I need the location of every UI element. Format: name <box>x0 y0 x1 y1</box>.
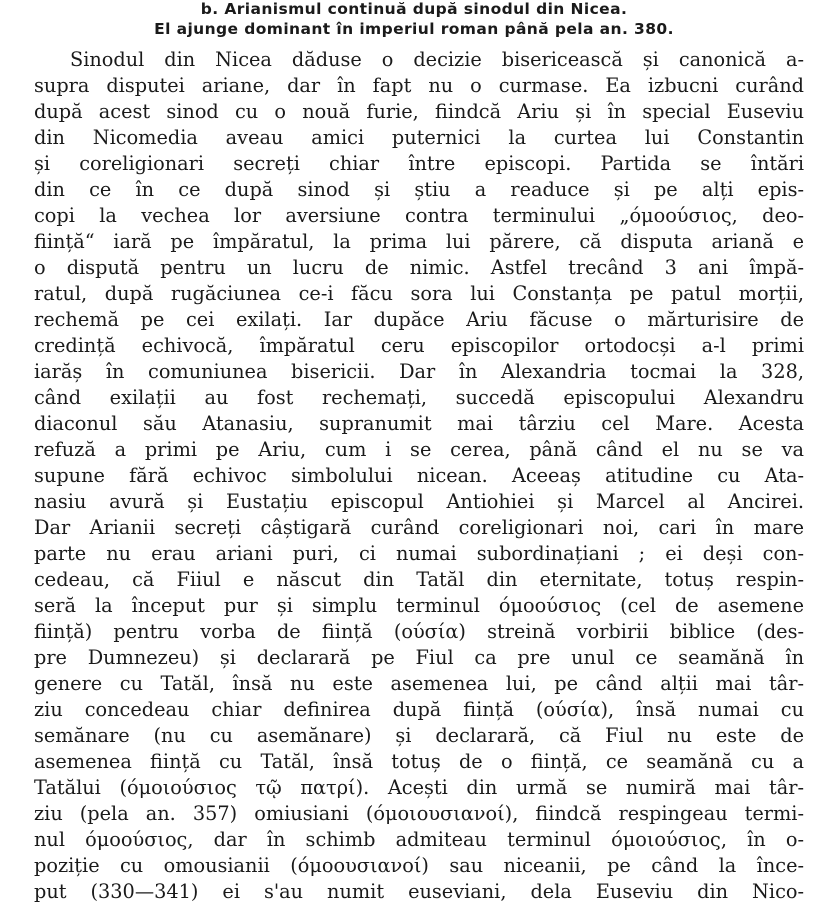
text-line: ființă) pentru vorba de ființă (ούσία) streină vorbirii biblice (des- <box>34 620 804 643</box>
text-line: ziu (pela an. 357) omiusiani (όμοιουσιανοί), fiindcă respingeau termi- <box>34 802 804 825</box>
section-heading-line-1: b. Arianismul continuă după sinodul din Nicea. <box>200 0 628 18</box>
text-line: supune fără echivoc simbolului nicean. Aceeaș atitudine cu Ata- <box>34 464 804 487</box>
text-line: ființă“ iară pe împăratul, la prima lui părere, că disputa ariană e <box>34 230 804 253</box>
text-line: nul όμοούσιος, dar în schimb admiteau terminul όμοιούσιος, în o- <box>34 828 804 851</box>
text-line: pre Dumnezeu) și declarară pe Fiul ca pre unul ce seamănă în <box>34 646 804 669</box>
text-line: semănare (nu cu asemănare) și declarară, că Fiul nu este de <box>34 724 804 747</box>
text-line: după acest sinod cu o nouă furie, fiindcă Ariu și în special Euseviu <box>34 100 804 123</box>
text-line: refuză a primi pe Ariu, cum i se cerea, până când el nu se va <box>34 438 804 461</box>
text-line: genere cu Tatăl, însă nu este asemenea lui, pe când alții mai târ- <box>34 672 804 695</box>
text-line: credință echivocă, împăratul ceru episcopilor ortodocși a-l primi <box>34 334 804 357</box>
text-line: put (330—341) ei s'au numit euseviani, dela Euseviu din Nico- <box>34 880 804 903</box>
text-line: și coreligionari secreți chiar între episcopi. Partida se întări <box>34 152 804 175</box>
text-line: diaconul său Atanasiu, supranumit mai târziu cel Mare. Acesta <box>34 412 804 435</box>
text-line: iarăș în comuniunea bisericii. Dar în Alexandria tocmai la 328, <box>34 360 804 383</box>
text-line: poziție cu omousianii (όμοουσιανοί) sau niceanii, pe când la înce- <box>34 854 804 877</box>
text-line: Dar Arianii secreți câștigară curând coreligionari noi, cari în mare <box>34 516 804 539</box>
text-line: din Nicomedia aveau amici puternici la curtea lui Constantin <box>34 126 804 149</box>
text-line: supra disputei ariane, dar în fapt nu o curmase. Ea izbucni curând <box>34 74 804 97</box>
text-line: asemenea ființă cu Tatăl, însă totuș de o ființă, ce seamănă cu a <box>34 750 804 773</box>
section-heading-line-2: El ajunge dominant în imperiul roman până pela an. 380. <box>154 20 674 38</box>
text-line: o dispută pentru un lucru de nimic. Astfel trecând 3 ani împă- <box>34 256 804 279</box>
text-line: Tatălui (όμοιούσιος τῷ πατρί). Acești din urmă se numiră mai târ- <box>34 776 804 799</box>
text-line: seră la început pur și simplu terminul όμοούσιος (cel de asemene <box>34 594 804 617</box>
text-line: din ce în ce după sinod și știu a readuce și pe alți epis- <box>34 178 804 201</box>
text-line: parte nu erau ariani puri, ci numai subordinațiani ; ei deși con- <box>34 542 804 565</box>
text-line: nasiu avură și Eustațiu episcopul Antiohiei și Marcel al Ancirei. <box>34 490 804 513</box>
text-line: când exilații au fost rechemați, succedă episcopului Alexandru <box>34 386 804 409</box>
text-line: ratul, după rugăciunea ce-i făcu sora lui Constanța pe patul morții, <box>34 282 804 305</box>
text-line: Sinodul din Nicea dăduse o decizie bisericească și canonică a- <box>70 48 804 71</box>
text-line: ziu concedeau chiar definirea după ființă (ούσία), însă numai cu <box>34 698 804 721</box>
text-line: rechemă pe cei exilați. Iar dupăce Ariu făcuse o mărturisire de <box>34 308 804 331</box>
text-line: cedeau, că Fiiul e născut din Tatăl din eternitate, totuș respin- <box>34 568 804 591</box>
text-line: copi la vechea lor aversiune contra terminului „όμοούσιος, deo- <box>34 204 804 227</box>
